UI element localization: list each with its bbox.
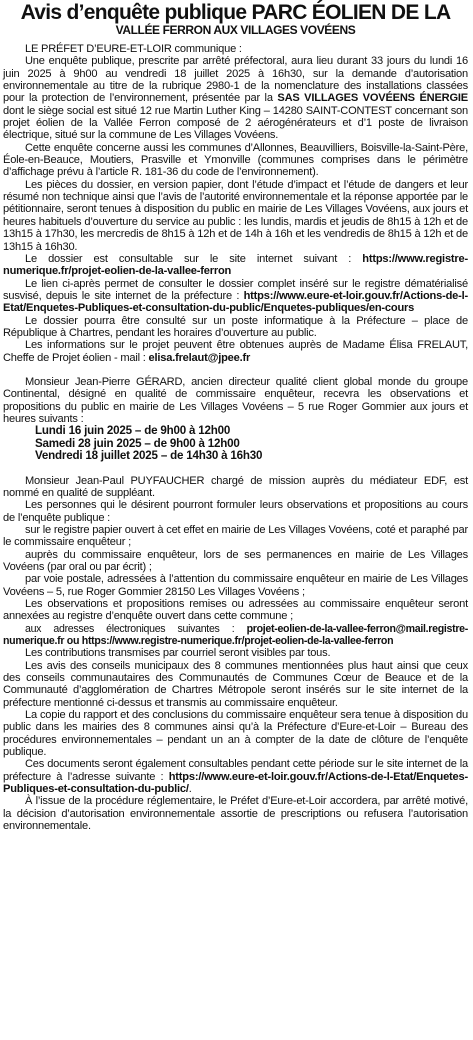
paragraph-report: La copie du rapport et des conclusions du commissaire enquêteur sera tenue à disposition du public dans les mairies des 8 communes ainsi qu’à la Préfecture d’Eure-et-Loir – Bureau des procédures environnementales – pendant un an à compter de la date de clôture de l’enquête publique. <box>3 709 468 759</box>
paragraph-visible: Les contributions transmises par courriel seront visibles par tous. <box>25 647 331 660</box>
registry-link[interactable]: https://www.registre-numerique.fr/projet-eolien-de-la-vallee-ferron <box>3 252 468 278</box>
contact-email[interactable]: elisa.frelaut@jpee.fr <box>148 351 251 364</box>
paragraph-electronic: aux adresses électroniques suivantes : projet-eolien-de-la-vallee-ferron@mail.registre-numerique.fr ou https://www.registre-numerique.fr/projet-eolien-de-la-vallee-ferron <box>3 622 468 647</box>
permanence-date: Samedi 28 juin 2025 – de 9h00 à 12h00 <box>35 436 240 450</box>
paragraph-prefecture-link: Le lien ci-après permet de consulter le dossier complet inséré sur le registre dématérialisé susvisé, depuis le site internet de la préfecture : https://www.eure-et-loir.gouv.fr/Actions-de-l-Etat/Enquetes-Publiques-et-consultation-du-public/Enquetes-publiques/en-cours <box>3 277 468 315</box>
paragraph-in-person: auprès du commissaire enquêteur, lors de ses permanences en mairie de Les Villages Vovéens (par oral ou par écrit) ; <box>3 548 468 573</box>
paragraph-council-opinions: Les avis des conseils municipaux des 8 communes mentionnées plus haut ainsi que ceux des conseils communautaires des Communautés de Communes Cœur de Beauce et de la Communauté d’agglomération de Chartres Métropole seront insérés sur le site internet de la préfecture mentionné ci-dessus et transmis au commissaire enquêteur. <box>3 659 468 709</box>
paragraph-postal: par voie postale, adressées à l’attention du commissaire enquêteur en mairie de Les Villages Vovéens – 5, rue Roger Gommier 28150 Les Villages Vovéens ; <box>3 573 468 598</box>
permanence-dates <box>3 425 468 462</box>
paragraph-paper-register: sur le registre papier ouvert à cet effet en mairie de Les Villages Vovéens, coté et paraphé par le commissaire enquêteur ; <box>3 523 468 549</box>
paragraph-communes: Cette enquête concerne aussi les communes d’Allonnes, Beauvilliers, Boisville-la-Saint-Père, Éole-en-Beauce, Moutiers, Prasville et Ymonville (communes comprises dans le périmètre d’affichage prévu à l’article R. 181-36 du code de l’environnement). <box>3 141 468 179</box>
paragraph-substitute: Monsieur Jean-Paul PUYFAUCHER chargé de mission auprès du médiateur EDF, est nommé en qualité de suppléant. <box>3 474 468 499</box>
prefecture-link[interactable]: https://www.eure-et-loir.gouv.fr/Actions-de-l-Etat/Enquetes-Publiques-et-consultation-du-public/Enquetes-publiques/en-cours <box>3 289 468 315</box>
notice-title: Avis d’enquête publique PARC ÉOLIEN DE LA <box>20 1 451 24</box>
paragraph-annexed: Les observations et propositions remises ou adressées au commissaire enquêteur seront annexées au registre d’enquête ouvert dans cette commune ; <box>3 597 468 623</box>
paragraph-website: Le dossier est consultable sur le site internet suivant : https://www.registre-numerique.fr/projet-eolien-de-la-vallee-ferron <box>3 252 468 278</box>
notice-subtitle: VALLÉE FERRON AUX VILLAGES VOVÉENS <box>115 23 356 37</box>
paragraph-documents: Les pièces du dossier, en version papier, dont l’étude d’impact et l’étude de dangers et leur résumé non technique ainsi que l’avis de l’autorité environnementale et la réponse apportée par le pétitionnaire, seront tenues à disposition du public en mairie de Les Villages Vovéens, aux jours et heures habituels d’ouverture du service au public : les lundis, mardis et jeudis de 8h15 à 12h et de 13h15 à 17h30, les mercredis de 8h15 à 12h et de 14h à 16h et les vendredis de 8h15 à 12h et de 13h15 à 16h30. <box>3 178 468 253</box>
paragraph-documents-online: Ces documents seront également consultables pendant cette période sur le site internet de la préfecture à l’adresse suivante : https://www.eure-et-loir.gouv.fr/Actions-de-l-Etat/Enquetes-Publiques-et-consultation-du-public/. <box>3 758 468 796</box>
applicant-name: SAS VILLAGES VOVÉENS ÉNERGIE <box>277 92 468 105</box>
paragraph-decision: À l’issue de la procédure réglementaire, le Préfet d’Eure-et-Loir accordera, par arrêté motivé, la décision d’autorisation environnementale assortie de prescriptions ou refusera l’autorisation environnementale. <box>3 795 468 833</box>
permanence-date: Vendredi 18 juillet 2025 – de 14h30 à 16h30 <box>35 449 263 463</box>
paragraph-computer-access: Le dossier pourra être consulté sur un poste informatique à la Préfecture – place de République à Chartres, pendant les horaires d’ouverture au public. <box>3 314 468 339</box>
permanence-date: Lundi 16 juin 2025 – de 9h00 à 12h00 <box>35 424 231 438</box>
paragraph-commissioner: Monsieur Jean-Pierre GÉRARD, ancien directeur qualité client global monde du groupe Continental, désigné en qualité de commissaire enquêteur, recevra les observations et propositions du public en mairie de Les Villages Vovéens – 5 rue Roger Gommier aux jours et heures suivants : <box>3 375 468 425</box>
consultation-link[interactable]: https://www.eure-et-loir.gouv.fr/Actions-de-l-Etat/Enquetes-Publiques-et-consultation-du-public/ <box>3 770 468 796</box>
paragraph-contact: Les informations sur le projet peuvent être obtenues auprès de Madame Élisa FRELAUT, Cheffe de Projet éolien - mail : elisa.frelaut@jpee.fr <box>3 339 468 364</box>
paragraph-observations: Les personnes qui le désirent pourront formuler leurs observations et propositions au cours de l’enquête publique : <box>3 499 468 524</box>
electronic-addresses[interactable]: projet-eolien-de-la-vallee-ferron@mail.registre-numerique.fr ou https://www.registre-numerique.fr/projet-eolien-de-la-vallee-ferron <box>3 622 468 647</box>
paragraph-inquiry-intro: Une enquête publique, prescrite par arrêté préfectoral, aura lieu durant 33 jours du lundi 16 juin 2025 à 9h00 au vendredi 18 juillet 2025 à 16h30, sur la demande d’autorisation environnementale au titre de la rubrique 2980-1 de la nomenclature des installations classées pour la protection de l’environnement, présentée par la SAS VILLAGES VOVÉENS ÉNERGIE dont le siège social est situé 12 rue Martin Luther King – 14280 SAINT-CONTEST concernant son projet éolien de la Vallée Ferron composé de 2 aérogénérateurs et d’1 poste de livraison électrique, situé sur la commune de Les Villages Vovéens. <box>3 55 468 142</box>
paragraph-prefect: LE PRÉFET D’EURE-ET-LOIR communique : <box>25 43 242 55</box>
